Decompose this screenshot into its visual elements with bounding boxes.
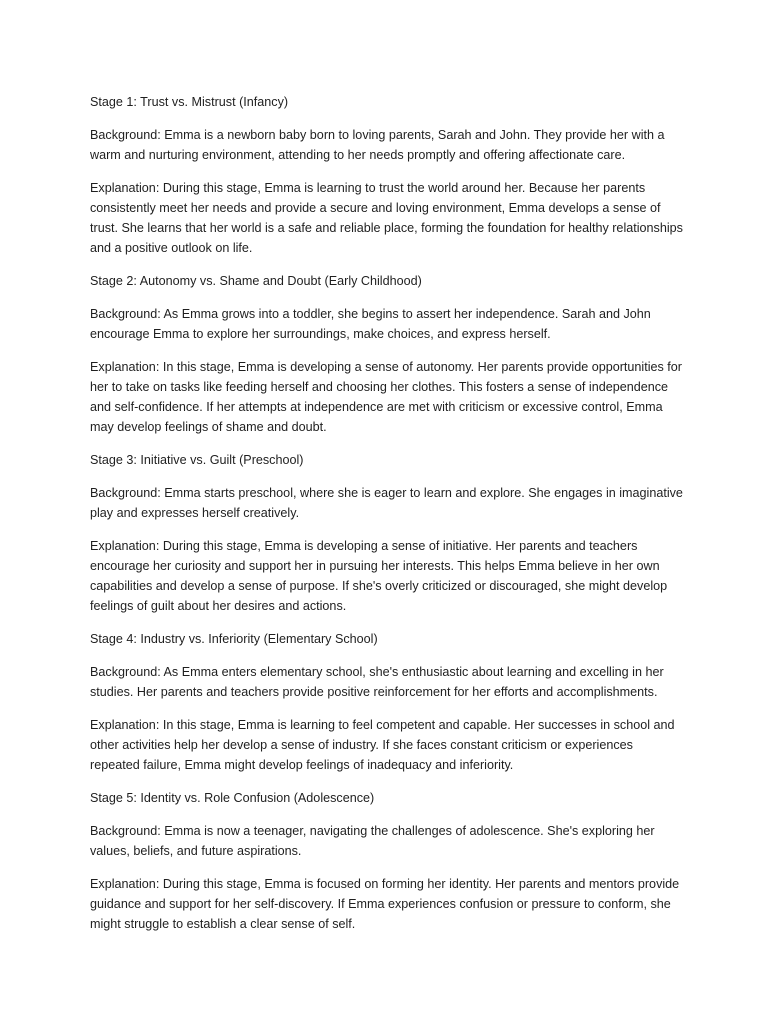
stage-4-explanation: Explanation: In this stage, Emma is learning to feel competent and capable. Her successes in school and other activities help her develop a sense of industry. If she faces constant criticism or experiences repeated failure, Emma might develop feelings of inadequacy and inferiority. bbox=[90, 718, 675, 772]
stage-1-background: Background: Emma is a newborn baby born to loving parents, Sarah and John. They provide her with a warm and nurturing environment, attending to her needs promptly and offering affectionate care. bbox=[90, 128, 665, 162]
stage-5-background: Background: Emma is now a teenager, navigating the challenges of adolescence. She's exploring her values, beliefs, and future aspirations. bbox=[90, 824, 655, 858]
stage-4-heading: Stage 4: Industry vs. Inferiority (Elementary School) bbox=[90, 632, 378, 646]
stage-5-heading: Stage 5: Identity vs. Role Confusion (Adolescence) bbox=[90, 791, 375, 805]
stage-2-explanation: Explanation: In this stage, Emma is developing a sense of autonomy. Her parents provide opportunities for her to take on tasks like feeding herself and choosing her clothes. This fosters a sense of independence and self-confidence. If her attempts at independence are met with criticism or excessive control, Emma may develop feelings of shame and doubt. bbox=[90, 360, 683, 434]
stage-4-background: Background: As Emma enters elementary school, she's enthusiastic about learning and excelling in her studies. Her parents and teachers provide positive reinforcement for her efforts and accomplishments. bbox=[90, 665, 664, 699]
stage-3-background: Background: Emma starts preschool, where she is eager to learn and explore. She engages in imaginative play and expresses herself creatively. bbox=[90, 486, 683, 520]
document-body bbox=[90, 92, 686, 947]
stage-3-explanation: Explanation: During this stage, Emma is developing a sense of initiative. Her parents and teachers encourage her curiosity and support her in pursuing her interests. This helps Emma believe in her own capabilities and develop a sense of purpose. If she's overly criticized or discouraged, she might develop feelings of guilt about her desires and actions. bbox=[90, 539, 668, 613]
stage-2-background: Background: As Emma grows into a toddler, she begins to assert her independence. Sarah and John encourage Emma to explore her surroundings, make choices, and express herself. bbox=[90, 307, 651, 341]
stage-1-heading: Stage 1: Trust vs. Mistrust (Infancy) bbox=[90, 95, 289, 109]
stage-1-explanation: Explanation: During this stage, Emma is learning to trust the world around her. Because her parents consistently meet her needs and provide a secure and loving environment, Emma develops a sense of trust. She learns that her world is a safe and reliable place, forming the foundation for healthy relationships and a positive outlook on life. bbox=[90, 181, 683, 255]
stage-2-heading: Stage 2: Autonomy vs. Shame and Doubt (Early Childhood) bbox=[90, 274, 422, 288]
stage-5-explanation: Explanation: During this stage, Emma is focused on forming her identity. Her parents and mentors provide guidance and support for her self-discovery. If Emma experiences confusion or pressure to conform, she might struggle to establish a clear sense of self. bbox=[90, 877, 680, 931]
stage-3-heading: Stage 3: Initiative vs. Guilt (Preschool) bbox=[90, 453, 304, 467]
